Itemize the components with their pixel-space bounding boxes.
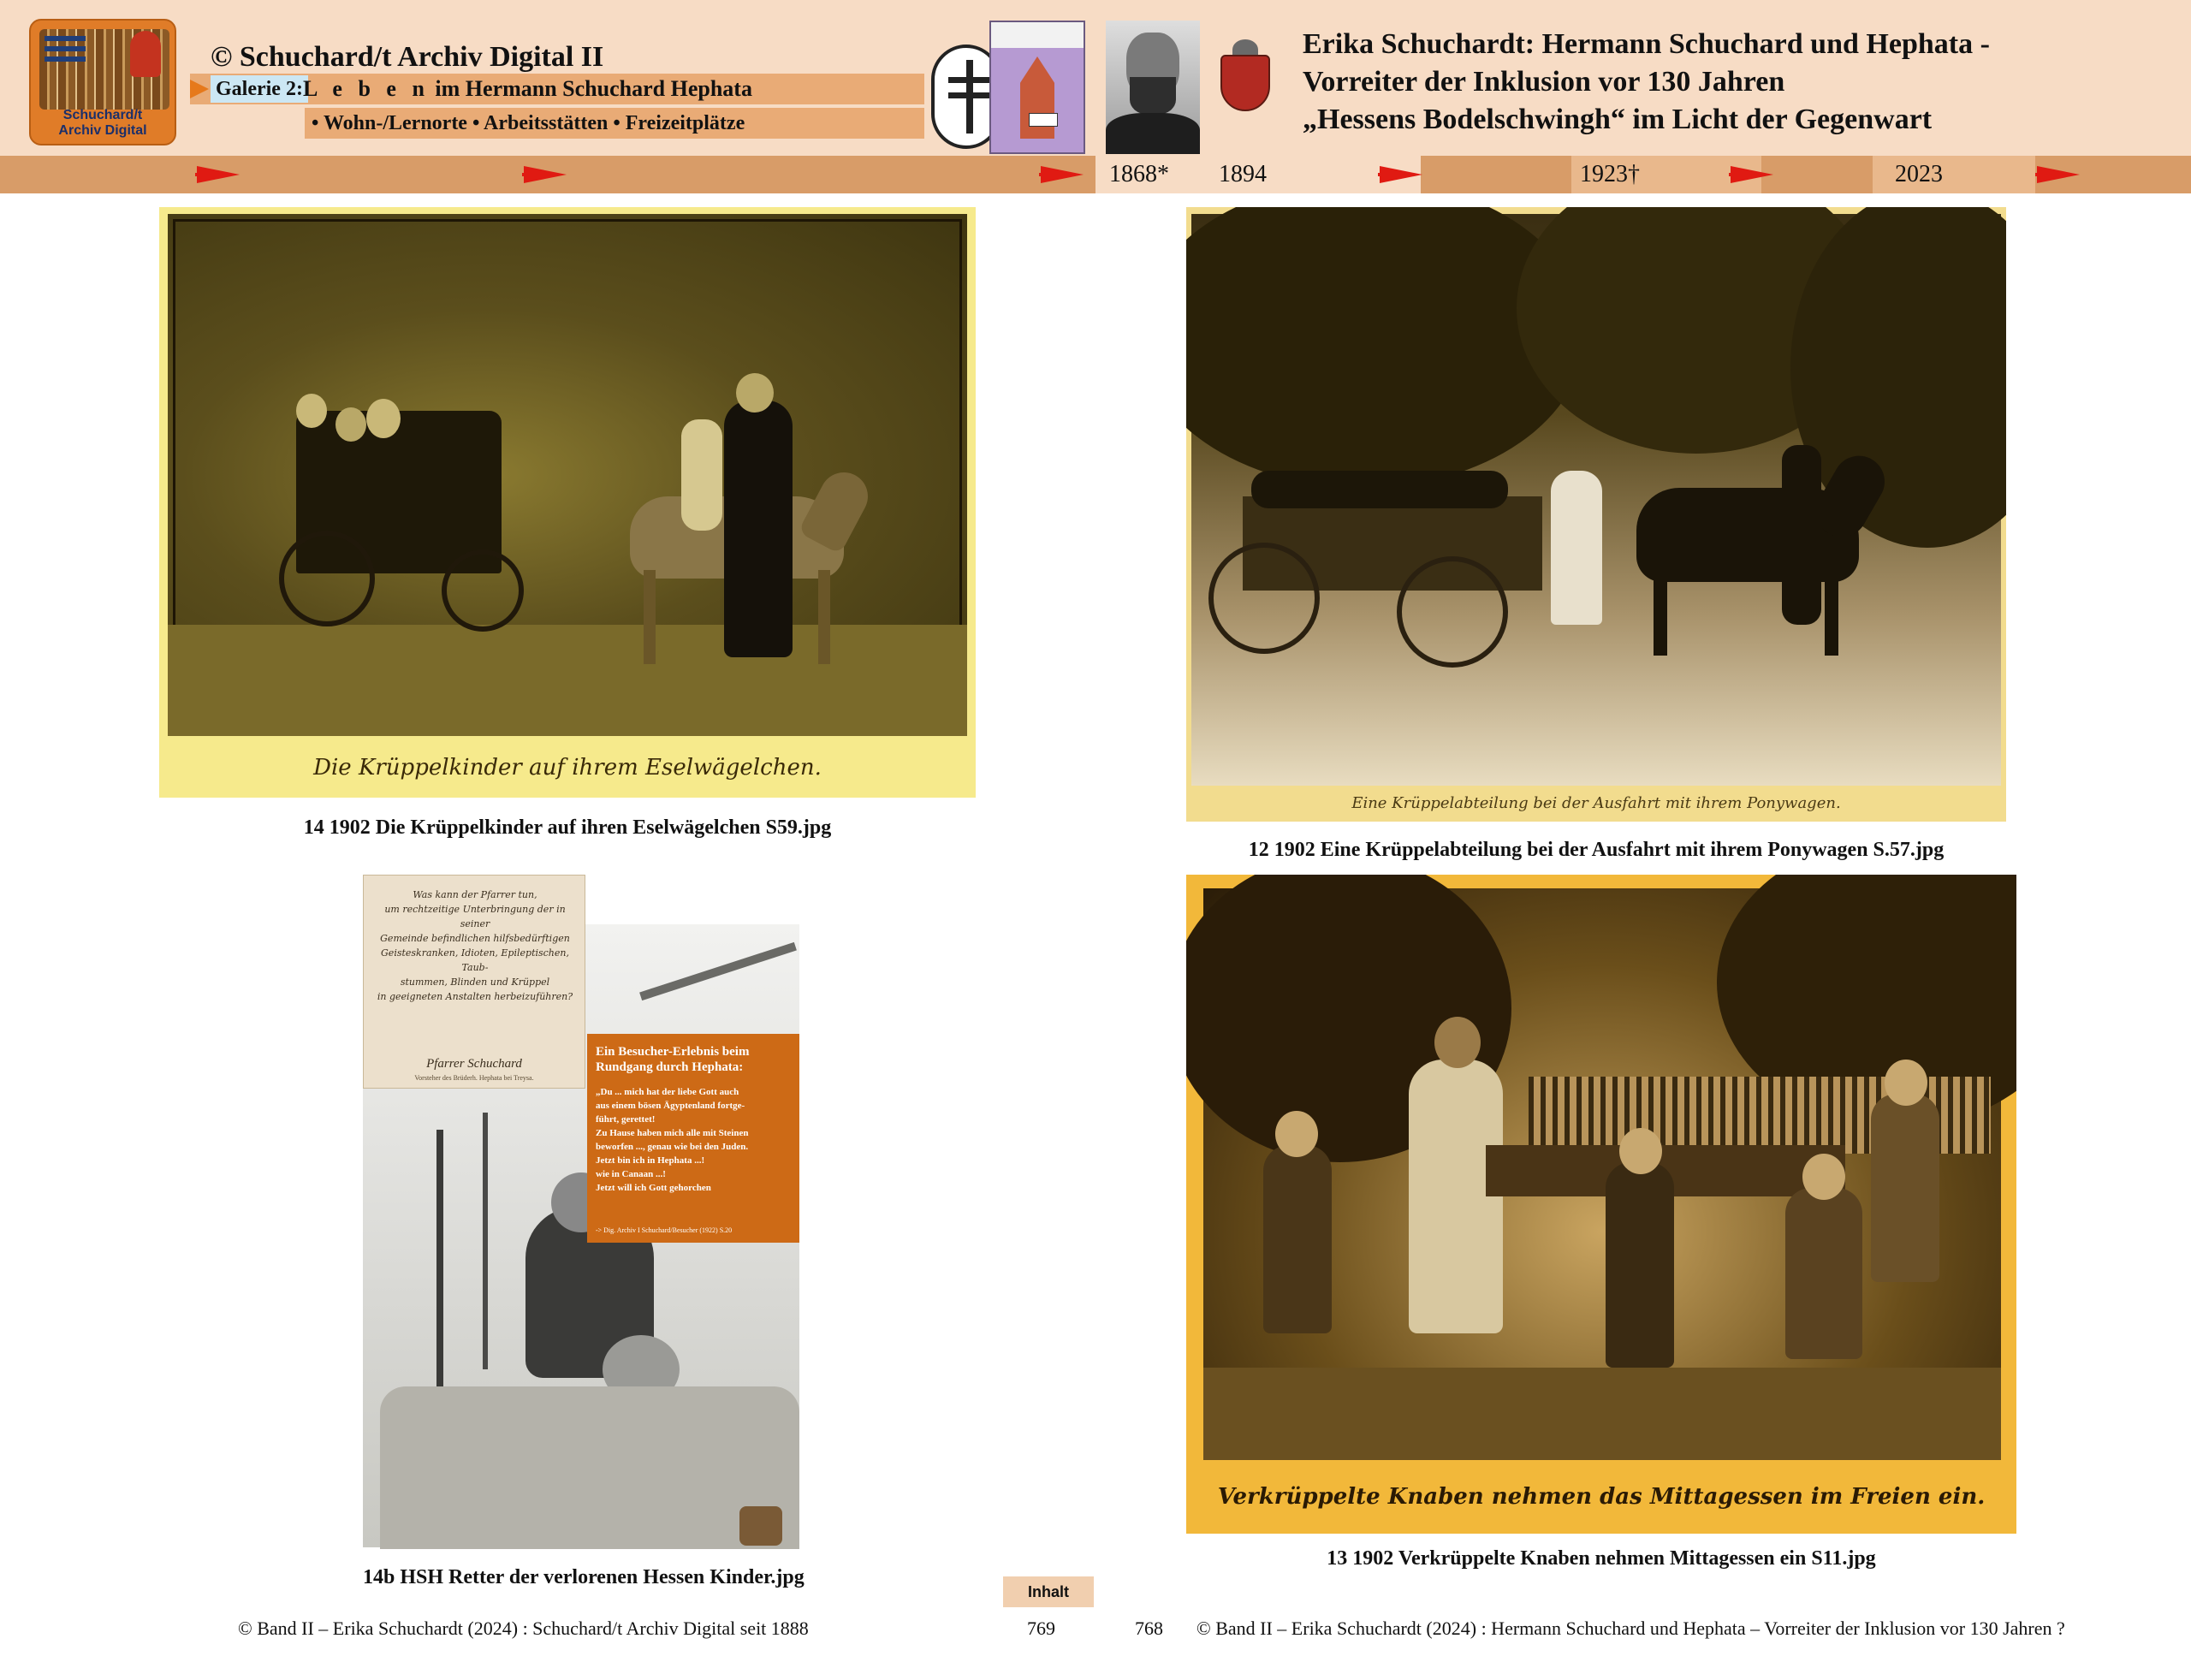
category-row[interactable]: • Wohn-/Lernorte • Arbeitsstätten • Freizeitplätze — [305, 108, 924, 139]
gallery-row[interactable] — [190, 74, 924, 104]
collage-rescue-illustration[interactable] — [363, 875, 799, 1547]
photo-pony-wagon[interactable] — [1186, 207, 2006, 822]
family-crest-icon — [1212, 39, 1279, 151]
timeline-arrow-icon — [1041, 166, 1084, 183]
quote-heading: Ein Besucher-Erlebnis beim Rundgang durch Hephata: — [596, 1045, 750, 1074]
pastor-document-card — [363, 875, 585, 1089]
portrait-photo — [1106, 21, 1200, 154]
gallery-title — [303, 75, 752, 103]
menu-bars-icon — [45, 36, 86, 65]
photo-inner-caption: Verkrüppelte Knaben nehmen das Mittagessen im Freien ein. — [1217, 1484, 1986, 1510]
timeline-bar — [0, 156, 2191, 193]
photo-file-caption: 13 1902 Verkrüppelte Knaben nehmen Mittagessen ein S11.jpg — [1327, 1547, 1876, 1570]
series-title — [1303, 26, 1990, 139]
footer-right-text: © Band II – Erika Schuchardt (2024) : Hermann Schuchard und Hephata – Vorreiter der Inklusion vor 130 Jahren ? — [1196, 1618, 2065, 1639]
page-number-right: 768 — [1135, 1618, 1163, 1639]
series-title-line-2: Vorreiter der Inklusion vor 130 Jahren — [1303, 66, 1785, 98]
gallery-title-rest: im Hermann Schuchard Hephata — [435, 76, 752, 101]
timeline-arrow-icon — [2037, 166, 2080, 183]
series-title-line-3: „Hessens Bodelschwingh“ im Licht der Gegenwart — [1303, 104, 1933, 135]
document-signature: Pfarrer Schuchard — [426, 1057, 522, 1071]
photo-inner-caption: Eine Krüppelabteilung bei der Ausfahrt mit ihrem Ponywagen. — [1351, 794, 1841, 812]
quote-source: -> Dig. Archiv I Schuchard/Besucher (1922) S.20 — [596, 1226, 733, 1234]
timeline-arrow-icon — [524, 166, 567, 183]
inhalt-button[interactable]: Inhalt — [1003, 1576, 1094, 1607]
photo-file-caption: 14 1902 Die Krüppelkinder auf ihren Eselwägelchen S59.jpg — [303, 816, 832, 839]
timeline-arrow-icon — [1380, 166, 1422, 183]
photo-boys-lunch[interactable] — [1186, 875, 2016, 1534]
logo-text: Schuchard/t Archiv Digital — [58, 108, 147, 138]
timeline-arrow-icon — [1731, 166, 1773, 183]
gallery-title-spaced: L e b e n — [303, 76, 430, 101]
visitor-quote-box — [587, 1034, 799, 1243]
gallery-arrow-icon — [190, 80, 209, 98]
collage-file-caption: 14b HSH Retter der verlorenen Hessen Kinder.jpg — [363, 1566, 805, 1588]
document-text: Was kann der Pfarrer tun, um rechtzeitige Unterbringung der in seiner Gemeinde befindlichen hilfsbedürftigen Geisteskranken, Idioten, Epileptischen, Taub- stummen, Blinden und Krüppel in geeigneten Anstalten herbeizuführen? — [377, 889, 573, 1002]
site-title: © Schuchard/t Archiv Digital II — [211, 41, 604, 73]
timeline-year-founding: 1894 — [1219, 161, 1267, 187]
series-title-line-1: Erika Schuchardt: Hermann Schuchard und Hephata - — [1303, 28, 1990, 60]
gallery-label: Galerie 2: — [211, 75, 308, 103]
book-cover-thumbnail[interactable] — [989, 21, 1085, 154]
footer-left-text: © Band II – Erika Schuchardt (2024) : Schuchard/t Archiv Digital seit 1888 — [238, 1618, 809, 1639]
page-number-left: 769 — [1027, 1618, 1055, 1639]
figure-icon — [130, 31, 161, 77]
quote-body: „Du ... mich hat der liebe Gott auch aus einem bösen Ägyptenland fortge- führt, gerettet! Zu Hause haben mich alle mit Steinen beworfen ..., genau wie bei den Juden. Jetzt bin ich in Hephata ...! wie in Canaan ...! Jetzt will ich Gott gehorchen — [596, 1087, 749, 1193]
archive-logo[interactable] — [29, 19, 176, 145]
timeline-year-present: 2023 — [1873, 156, 2035, 193]
photo-file-caption: 12 1902 Eine Krüppelabteilung bei der Ausfahrt mit ihrem Ponywagen S.57.jpg — [1248, 839, 1945, 861]
photo-donkey-cart[interactable] — [159, 207, 976, 798]
timeline-year-birth: 1868* — [1109, 161, 1169, 187]
photo-inner-caption: Die Krüppelkinder auf ihrem Eselwägelchen. — [313, 755, 822, 781]
timeline-year-death: 1923† — [1571, 156, 1761, 193]
timeline-arrow-icon — [197, 166, 240, 183]
document-subline: Vorsteher des Brüderh. Hephata bei Treysa. — [414, 1074, 534, 1082]
header-banner — [0, 0, 2191, 156]
